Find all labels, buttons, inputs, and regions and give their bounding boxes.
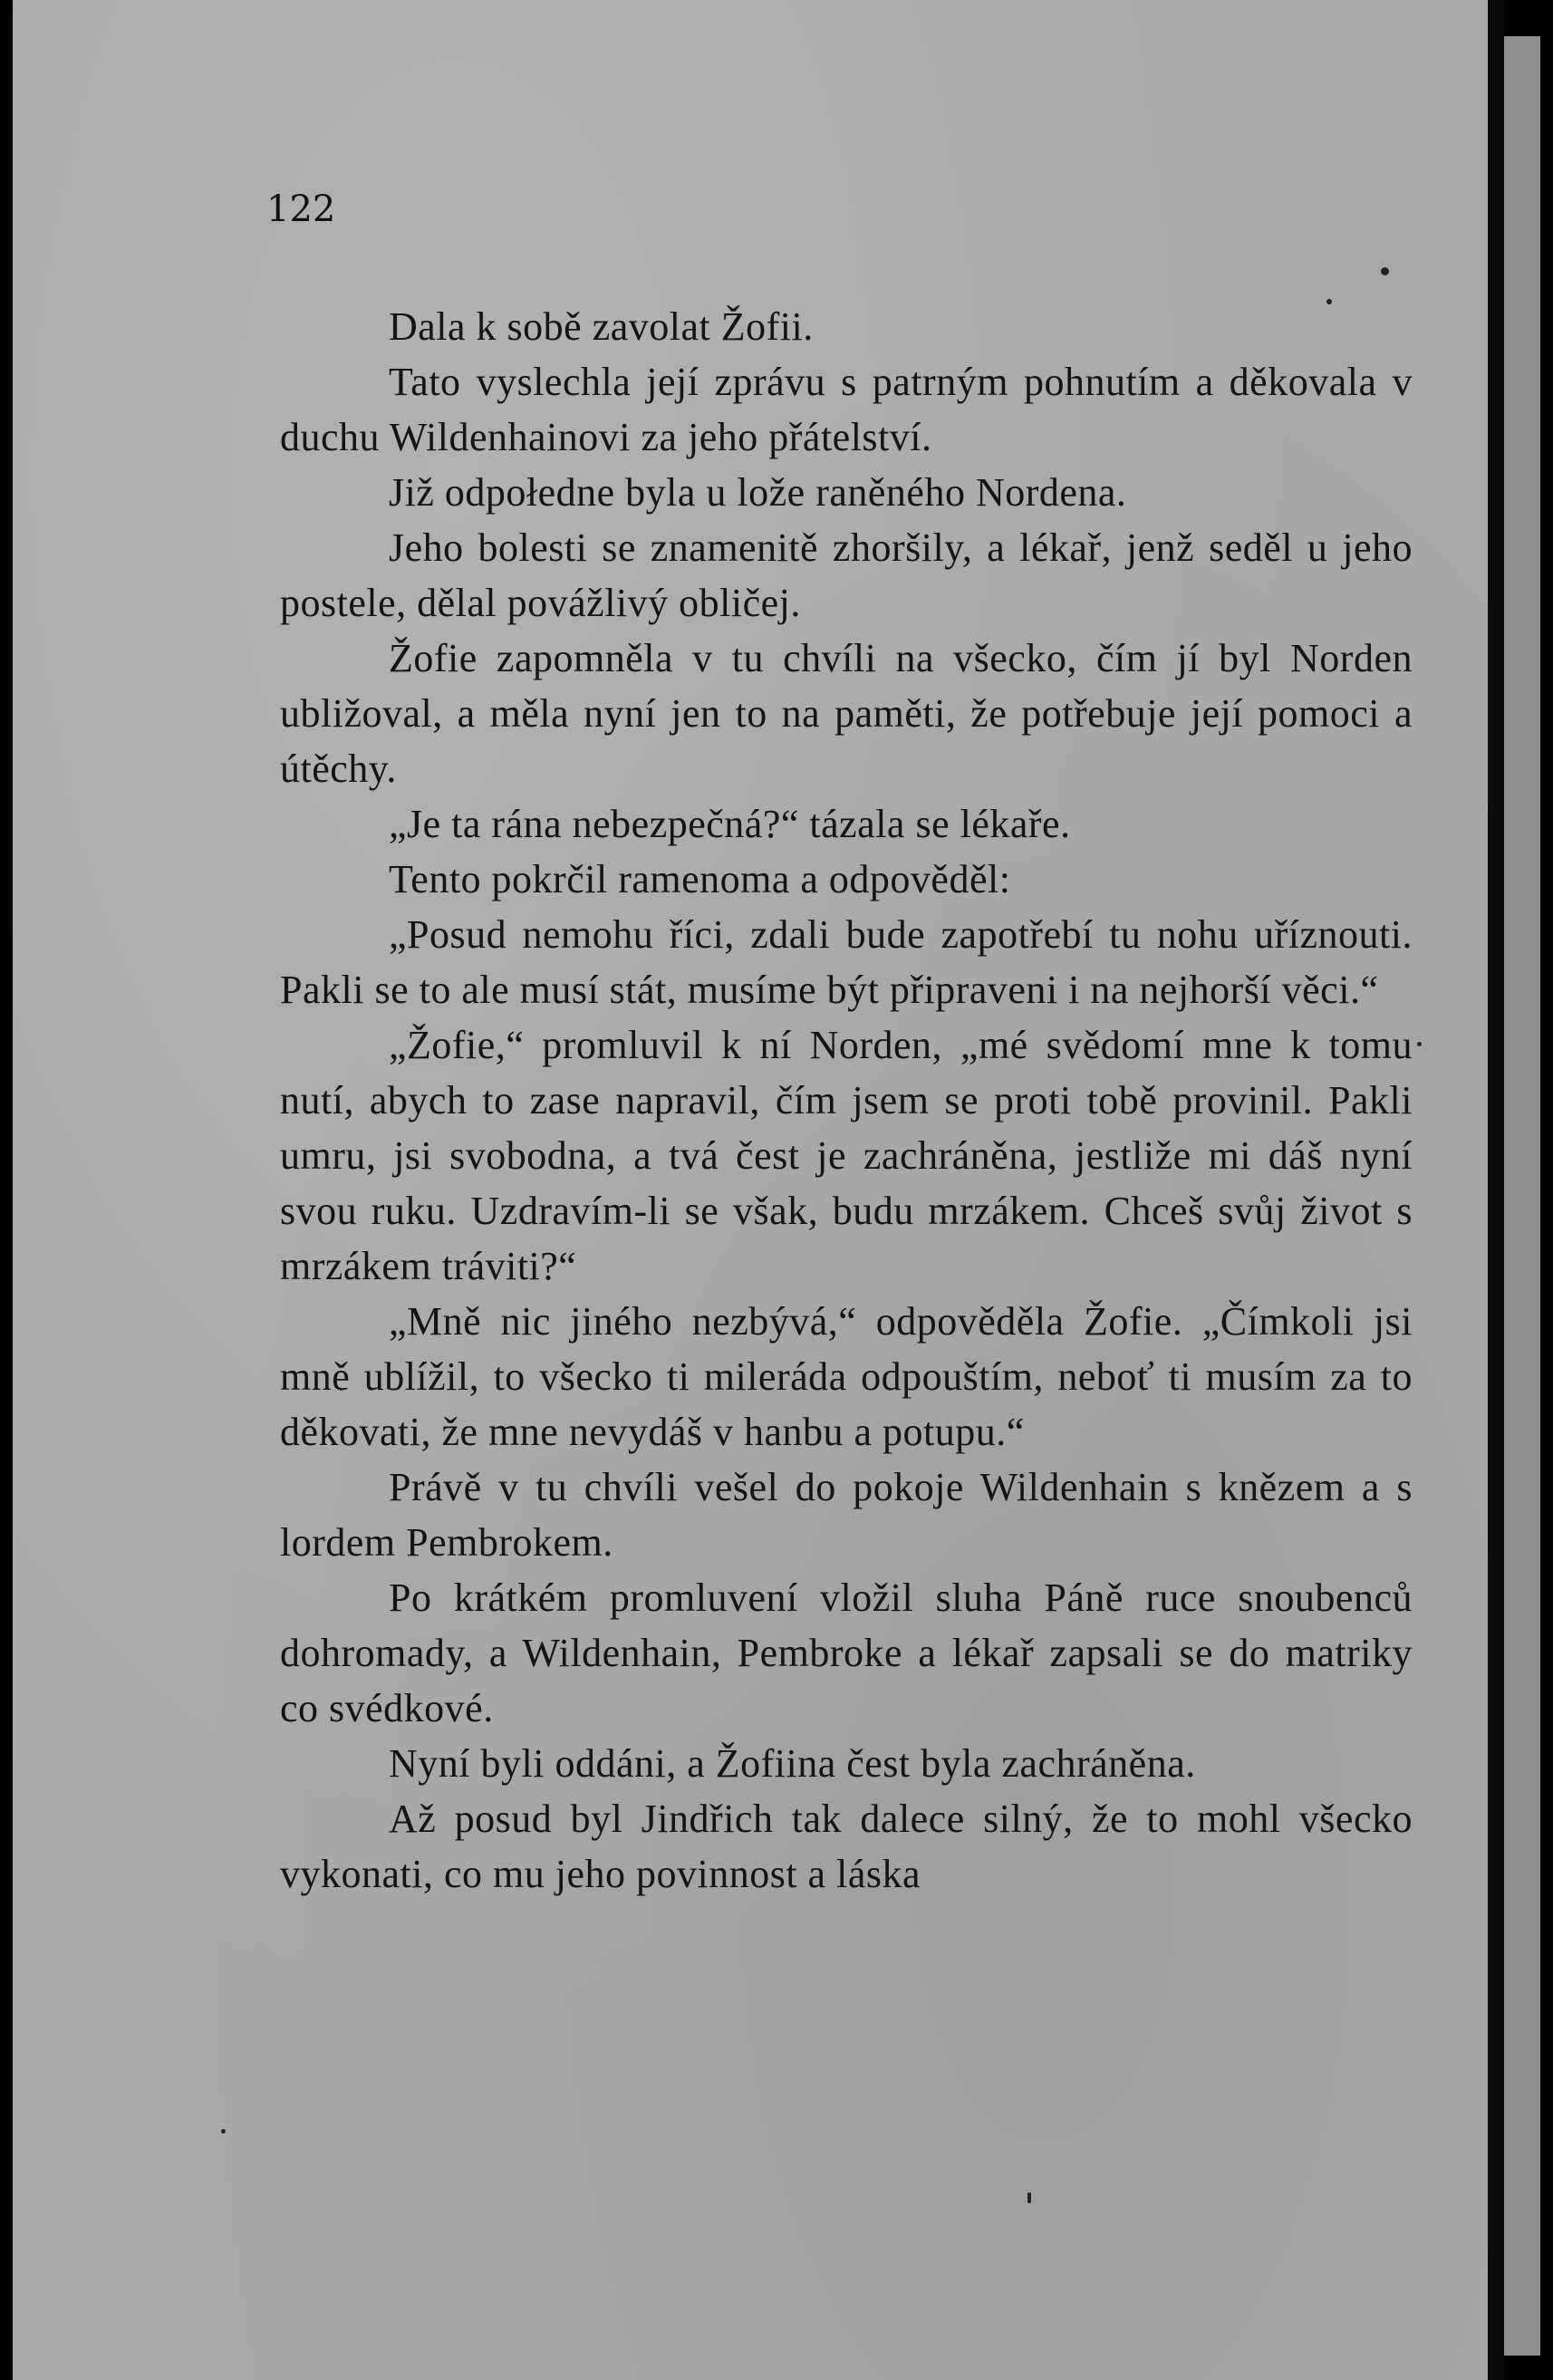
paragraph: Nyní byli oddáni, a Žofiina čest byla zachráněna. bbox=[389, 1741, 1196, 1786]
paragraph: „Je ta rána nebezpečná?“ tázala se lékaře. bbox=[389, 802, 1071, 846]
paragraph: Jeho bolesti se znamenitě zhoršily, a lékař, jenž seděl u jeho postele, dělal povážlivý obličej. bbox=[280, 525, 1413, 625]
paragraph: Tato vyslechla její zprávu s patrným pohnutím a děkovala v duchu Wildenhainovi za jeho přátelství. bbox=[280, 360, 1413, 459]
paragraph: Právě v tu chvíli vešel do pokoje Wildenhain s knězem a s lordem Pembrokem. bbox=[280, 1465, 1413, 1565]
ink-speck bbox=[1326, 299, 1332, 304]
paragraph: Po krátkém promluvení vložil sluha Páně ruce snoubenců dohromady, a Wildenhain, Pembroke a lékař zapsali se do matriky co svédkové. bbox=[280, 1575, 1413, 1730]
paragraph: „Mně nic jiného nezbývá,“ odpověděla Žofie. „Čímkoli jsi mně ublížil, to všecko ti mileráda odpouštím, neboť ti musím za to děkovati, že mne nevydáš v hanbu a potupu.“ bbox=[280, 1299, 1413, 1454]
page-number: 122 bbox=[266, 188, 336, 230]
body-text bbox=[280, 299, 1413, 1902]
paragraph: Žofie zapomněla v tu chvíli na všecko, čím jí byl Norden ubližoval, a měla nyní jen to na paměti, že potřebuje její pomoci a útěchy. bbox=[280, 636, 1413, 791]
paragraph: Dala k sobě zavolat Žofii. bbox=[389, 304, 814, 349]
paragraph: Tento pokrčil ramenoma a odpověděl: bbox=[389, 857, 1011, 901]
paragraph: „Žofie,“ promluvil k ní Norden, „mé svědomí mne k tomu nutí, abych to zase napravil, čím jsem se proti tobě provinil. Pakli umru, jsi svobodna, a tvá čest je zachráněna, jestliže mi dáš nyní svou ruku. Uzdravím-li se však, budu mrzákem. Chceš svůj život s mrzákem tráviti?“ bbox=[280, 1023, 1413, 1288]
adjacent-page-edge bbox=[1504, 36, 1540, 2356]
paragraph: Až posud byl Jindřich tak dalece silný, že to mohl všecko vykonati, co mu jeho povinnost a láska bbox=[280, 1797, 1413, 1896]
paragraph: „Posud nemohu říci, zdali bude zapotřebí tu nohu uříznouti. Pakli se to ale musí stát, musíme být připraveni i na nejhorší věci.“ bbox=[280, 912, 1413, 1012]
ink-speck bbox=[1417, 1042, 1422, 1046]
ink-speck bbox=[221, 2129, 226, 2134]
ink-speck bbox=[1381, 267, 1389, 275]
paragraph: Již odpołedne byla u lože raněného Nordena. bbox=[389, 470, 1127, 515]
page-gutter-shadow bbox=[1488, 0, 1504, 2380]
ink-speck bbox=[1027, 2192, 1031, 2203]
book-page bbox=[13, 0, 1488, 2380]
